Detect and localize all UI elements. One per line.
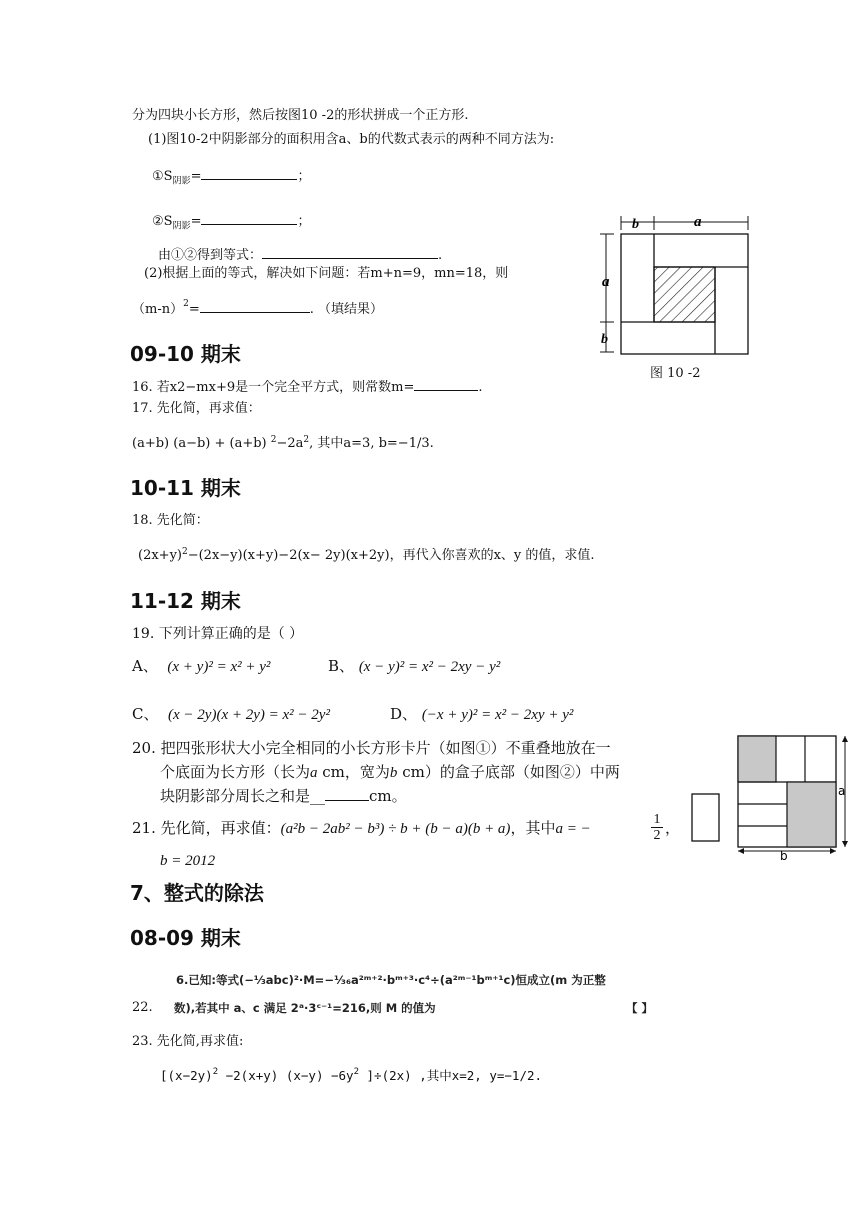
question-23-expression: [$(x-2y)^2 -2(x+y)$ $(x-y) -6y^2$ ]÷(2x) ,其中x=2, y=−1/2. xyxy=(160,1067,543,1083)
section-heading-08-09: 08-09 期末 xyxy=(130,926,241,950)
answer-blank xyxy=(325,788,369,801)
option-a: A、 (x + y)² = x² + y² xyxy=(132,657,271,675)
question-2-answer-line: $(m-n)^2=$ . （填结果） xyxy=(132,299,383,317)
option-b: B、 (x − y)² = x² − 2xy − y² xyxy=(328,657,501,675)
answer-blank xyxy=(414,378,478,391)
figure-card xyxy=(690,792,722,844)
question-2-prompt: (2)根据上面的等式，解决如下问题：若m+n=9，mn=18，则 xyxy=(144,266,509,281)
question-21-b-value: b = 2012 xyxy=(160,853,216,869)
dimension-label-b: b xyxy=(632,217,639,232)
question-21: 21. 先化简，再求值：(a²b − 2ab² − b³) ÷ b + (b − a)(b + a)，其中a = − xyxy=(132,819,591,837)
question-18-expression: $(2x+y)^2-(2x-y)(x+y)-2(x- 2y)(x+2y)$，再代入你喜欢的x、y 的值，求值. xyxy=(138,547,595,563)
question-17-expression: (a+b) (a−b) + (a+b) $^2-2a^2$, 其中a=3, b=−1/3. xyxy=(132,435,434,451)
box-label-a: a xyxy=(838,784,846,798)
section-heading-09-10: 09-10 期末 xyxy=(130,342,241,366)
question-20-line-2: 个底面为长方形（长为a cm，宽为b cm）的盒子底部（如图②）中两 xyxy=(160,763,620,781)
intro-line: 分为四块小长方形，然后按图10 -2的形状拼成一个正方形. xyxy=(132,108,469,123)
fraction-denominator: 2 xyxy=(651,827,663,843)
dimension-label-a: a xyxy=(694,214,702,230)
section-heading-11-12: 11-12 期末 xyxy=(130,589,241,613)
fraction-one-half xyxy=(651,812,663,843)
question-17: 17. 先化简，再求值： xyxy=(132,401,261,416)
question-20-line-1: 20. 把四张形状大小完全相同的小长方形卡片（如图①）不重叠地放在一 xyxy=(132,739,611,757)
answer-blank xyxy=(262,246,438,259)
chapter-heading: 7、整式的除法 xyxy=(130,881,264,905)
comma: ， xyxy=(665,819,681,837)
question-23: 23. 先化简,再求值: xyxy=(132,1034,244,1049)
answer-bracket: 【 】 xyxy=(626,1001,654,1015)
question-22-number: 22. xyxy=(132,1000,153,1015)
scanned-problem-line-2: 数),若其中 a、c 满足 2ᵃ·3ᶜ⁻¹=216,则 M 的值为 xyxy=(174,1001,436,1015)
question-16: 16. 若x2−mx+9是一个完全平方式，则常数m= . xyxy=(132,380,483,395)
question-19: 19. 下列计算正确的是（ ） xyxy=(132,626,304,642)
question-1-prompt: (1)图10-2中阴影部分的面积用含a、b的代数式表示的两种不同方法为: xyxy=(148,132,555,147)
figure-caption: 图 10 -2 xyxy=(650,366,701,381)
option-c: C、 (x − 2y)(x + 2y) = x² − 2y² xyxy=(132,705,330,723)
dimension-label-b-vertical: b xyxy=(601,332,608,347)
question-20-line-3: 块阴影部分周长之和是__ cm。 xyxy=(160,787,407,805)
box-label-b: b xyxy=(780,849,788,861)
figure-box xyxy=(733,733,855,861)
section-heading-10-11: 10-11 期末 xyxy=(130,476,241,500)
answer-blank xyxy=(201,167,297,180)
answer-blank xyxy=(200,300,310,313)
method-1-line: $①S_{阴影}=$ ； xyxy=(152,169,311,187)
fraction-numerator: 1 xyxy=(653,812,661,827)
question-18: 18. 先化简： xyxy=(132,513,209,528)
derive-equation-line: 由①②得到等式： . xyxy=(158,248,443,263)
answer-blank xyxy=(201,212,297,225)
option-d: D、 (−x + y)² = x² − 2xy + y² xyxy=(390,705,574,723)
method-2-line: $②S_{阴影}=$ ； xyxy=(152,214,311,232)
scanned-problem-line-1: 6.已知:等式(−⅓abc)²·M=−¹⁄₃₆a²ᵐ⁺²·bᵐ⁺³·c⁴÷(a²ᵐ⁻¹bᵐ⁺¹c)恒成立(m 为正整 xyxy=(176,973,606,987)
figure-10-2 xyxy=(588,212,758,372)
dimension-label-a-vertical: a xyxy=(602,274,610,290)
